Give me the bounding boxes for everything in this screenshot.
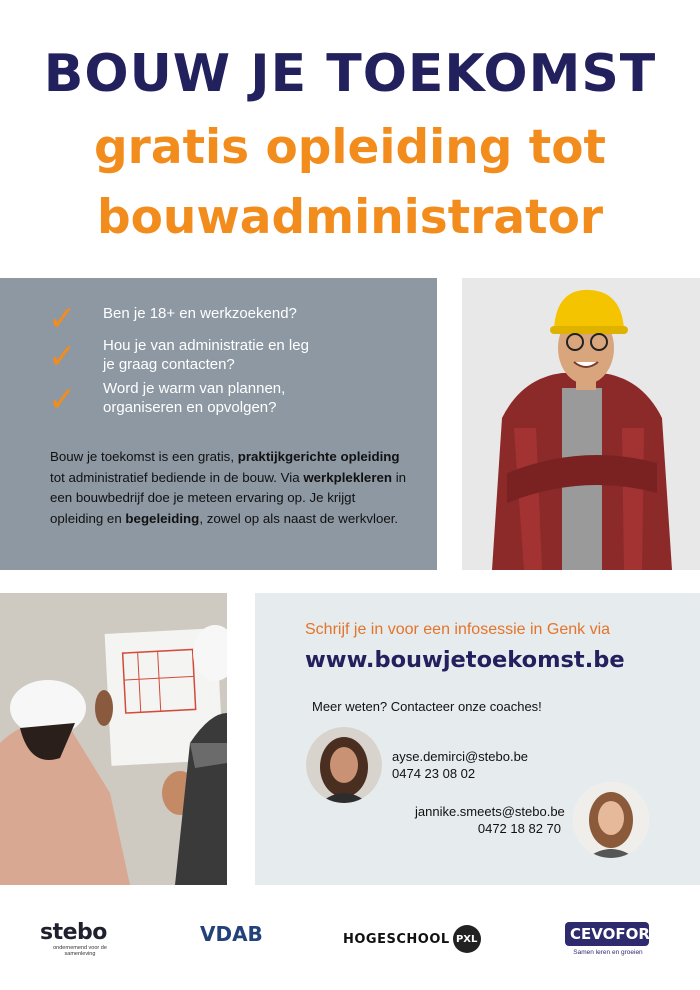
question-text: Ben je 18+ en werkzoekend? xyxy=(103,305,297,322)
checkmark-icon: ✓ xyxy=(48,380,77,420)
checkmark-icon: ✓ xyxy=(48,299,77,339)
coach-contact xyxy=(392,748,528,782)
intro-paragraph: Bouw je toekomst is een gratis, praktijkgerichte opleiding tot administratief bediende in de bouw. Via werkplekleren in een bouwbedrijf doe je meteen ervaring op. Je krijgt opleiding en begeleiding, zowel op als naast de werkvloer. xyxy=(50,449,407,526)
page-subtitle-line2: bouwadministrator xyxy=(96,190,604,245)
coach-phone: 0474 23 08 02 xyxy=(392,766,476,781)
question-item xyxy=(48,299,343,339)
signup-text: Schrijf je in voor een infosessie in Genk via xyxy=(305,621,611,638)
coach-email[interactable]: ayse.demirci@stebo.be xyxy=(392,749,529,764)
worker-photo xyxy=(462,278,700,570)
coach-avatar xyxy=(306,727,382,803)
page-subtitle-line1: gratis opleiding tot xyxy=(94,120,606,175)
blueprint-photo xyxy=(0,593,227,885)
coach-phone: 0472 18 82 70 xyxy=(477,821,561,836)
cevora-logo: CEVOFORA Samen leren en groeien xyxy=(565,922,651,962)
website-link[interactable]: www.bouwjetoekomst.be xyxy=(305,647,625,673)
vdab-logo: VDAB xyxy=(200,922,263,946)
question-item xyxy=(48,336,318,377)
coach-avatar xyxy=(573,782,649,858)
question-item xyxy=(48,379,323,420)
coach-contact xyxy=(415,803,565,837)
page-title: BOUW JE TOEKOMST xyxy=(43,44,657,104)
pxl-logo: HOGESCHOOL PXL xyxy=(343,924,499,954)
question-text: Word je warm van plannen, organiseren en opvolgen? xyxy=(103,380,286,416)
coaches-intro: Meer weten? Contacteer onze coaches! xyxy=(312,699,542,714)
coach-email[interactable]: jannike.smeets@stebo.be xyxy=(415,804,565,819)
checkmark-icon: ✓ xyxy=(48,337,77,377)
stebo-logo: stebo ondernemend voor de samenleving xyxy=(40,920,107,957)
question-text: Hou je van administratie en leg je graag contacten? xyxy=(103,337,309,373)
requirements-panel xyxy=(0,278,437,570)
signup-panel xyxy=(255,593,700,885)
